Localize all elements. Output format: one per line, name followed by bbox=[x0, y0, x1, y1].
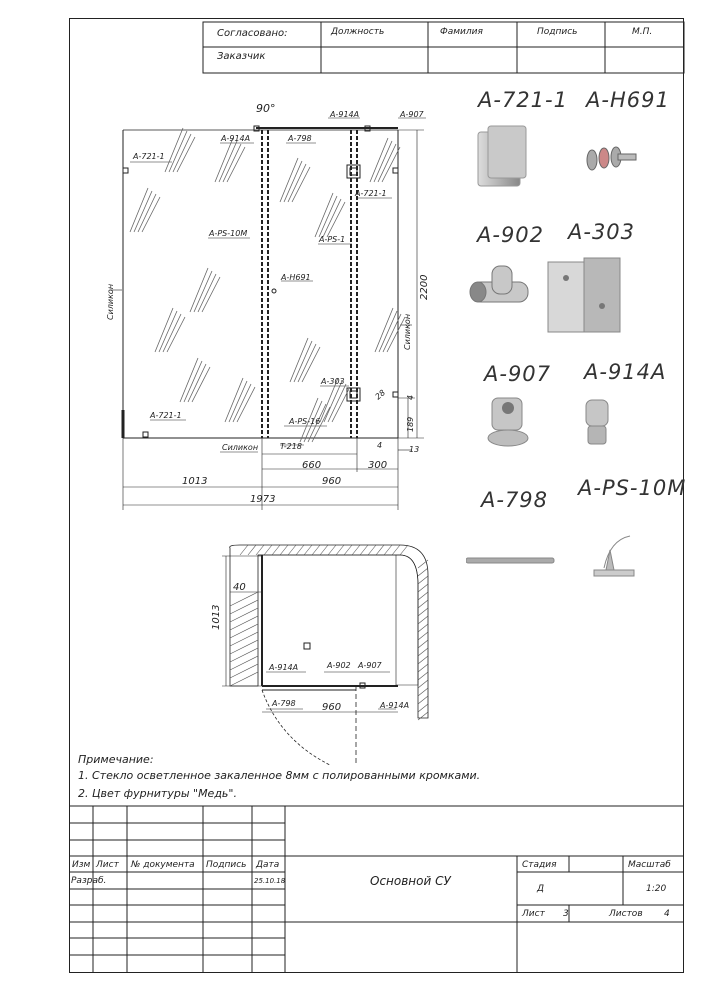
wall-hatch-stroke bbox=[230, 648, 258, 662]
plan-label-a798: A-798 bbox=[272, 699, 296, 708]
glass-hatch-stroke bbox=[192, 367, 210, 402]
component-code-a798: A-798 bbox=[481, 488, 549, 512]
tb-header-rev: Изм bbox=[72, 860, 91, 870]
wall-hatch-stroke bbox=[248, 545, 256, 555]
tb-drawing-name: Основной СУ bbox=[370, 874, 451, 888]
wall-hatch-stroke bbox=[384, 545, 392, 555]
wall-hatch-stroke bbox=[418, 568, 428, 576]
component-code-a303: A-303 bbox=[568, 220, 636, 244]
glass-hatch-stroke bbox=[374, 141, 392, 182]
dim-1013: 1013 bbox=[182, 476, 208, 487]
wall-hatch-stroke bbox=[418, 592, 428, 600]
label-a914a-1: A-914A bbox=[221, 134, 251, 143]
rod-icon bbox=[466, 556, 556, 566]
hinge-icon bbox=[546, 256, 622, 338]
glass-hatch-stroke bbox=[198, 274, 216, 312]
glass-hatch-stroke bbox=[298, 344, 316, 382]
wall-hatch-stroke bbox=[230, 632, 258, 646]
component-code-a902: A-902 bbox=[477, 223, 545, 247]
label-silicone-2: Силикон bbox=[106, 283, 115, 320]
label-a303: A-303 bbox=[321, 377, 345, 386]
plan-dim-40: 40 bbox=[233, 582, 246, 593]
plan-label-a914a-2: A-914A bbox=[380, 701, 410, 710]
wall-hatch-stroke bbox=[392, 545, 400, 555]
wall-hatch-stroke bbox=[264, 545, 272, 555]
glass-hatch-stroke bbox=[332, 387, 350, 422]
glass-hatch-stroke bbox=[167, 317, 185, 352]
t-connector-icon bbox=[466, 262, 536, 317]
wall-hatch-stroke bbox=[344, 545, 352, 555]
glass-hatch-stroke bbox=[202, 277, 220, 312]
dim-960: 960 bbox=[322, 476, 342, 487]
wall-hatch-stroke bbox=[368, 545, 376, 555]
component-code-a907: A-907 bbox=[484, 362, 552, 386]
tb-sheet-label: Лист bbox=[522, 909, 545, 919]
glass-hatch-stroke bbox=[194, 271, 212, 312]
plan-label-a907: A-907 bbox=[358, 661, 382, 670]
customer-label: Заказчик bbox=[217, 51, 266, 62]
wall-hatch-stroke bbox=[418, 656, 428, 664]
glass-hatch-stroke bbox=[382, 147, 400, 182]
wall-hatch-stroke bbox=[418, 624, 428, 632]
glass-hatch-stroke bbox=[324, 381, 342, 422]
wall-hatch-stroke bbox=[272, 545, 280, 555]
glass-hatch-stroke bbox=[302, 347, 320, 382]
label-a721-2: A-721-1 bbox=[150, 411, 182, 420]
note-line-1: 1. Стекло осветленное закаленное 8мм с полированными кромками. bbox=[78, 769, 481, 782]
wall-hatch-stroke bbox=[296, 545, 304, 555]
label-a721-1: A-721-1 bbox=[133, 152, 165, 161]
label-a907: A-907 bbox=[400, 110, 424, 119]
tb-stage: Д bbox=[537, 884, 545, 894]
tb-header-doc: № документа bbox=[131, 860, 195, 870]
label-silicone-1: Силикон bbox=[222, 443, 259, 452]
seal-profile-icon bbox=[586, 530, 642, 586]
glass-hatch-stroke bbox=[378, 144, 396, 182]
wall-hatch-stroke bbox=[352, 545, 360, 555]
wall-hatch-stroke bbox=[418, 600, 428, 608]
label-aps16: A-PS-16 bbox=[289, 417, 321, 426]
glass-hatch-stroke bbox=[142, 197, 160, 232]
col-signature: Подпись bbox=[537, 27, 578, 37]
glass-hatch-stroke bbox=[173, 134, 191, 172]
wall-flange-icon bbox=[484, 392, 532, 452]
wall-hatch-stroke bbox=[418, 648, 428, 656]
label-aps10m: A-PS-10M bbox=[209, 229, 248, 238]
wall-hatch-stroke bbox=[418, 704, 428, 712]
plan-dim-1013: 1013 bbox=[211, 604, 222, 630]
wall-hatch-stroke bbox=[240, 545, 248, 555]
wall-hatch-stroke bbox=[418, 616, 428, 624]
wall-hatch-stroke bbox=[360, 545, 368, 555]
wall-hatch-stroke bbox=[230, 664, 258, 678]
rod-holder-icon bbox=[580, 396, 616, 448]
glass-hatch-stroke bbox=[327, 202, 345, 237]
dim-2200: 2200 bbox=[419, 274, 430, 300]
tb-header-sheet: Лист bbox=[96, 860, 119, 870]
col-position: Должность bbox=[331, 27, 385, 37]
point-holder-icon bbox=[582, 140, 642, 180]
wall-hatch-stroke bbox=[320, 545, 328, 555]
glass-hatch-stroke bbox=[163, 314, 181, 352]
wall-hatch-stroke bbox=[230, 640, 258, 654]
tb-sheet: 3 bbox=[563, 909, 569, 919]
tb-sheets-label: Листов bbox=[609, 909, 643, 919]
glass-hatch-stroke bbox=[159, 311, 177, 352]
wall-hatch-stroke bbox=[418, 608, 428, 616]
glass-hatch-stroke bbox=[184, 361, 202, 402]
wall-hatch-stroke bbox=[256, 545, 264, 555]
notes-title: Примечание: bbox=[78, 753, 154, 766]
col-stamp: М.П. bbox=[632, 27, 653, 37]
wall-hatch-stroke bbox=[230, 616, 258, 630]
wall-hatch-stroke bbox=[336, 545, 344, 555]
tb-header-sign: Подпись bbox=[206, 860, 247, 870]
wall-hatch-stroke bbox=[418, 664, 428, 672]
glass-hatch-stroke bbox=[328, 384, 346, 422]
wall-hatch-stroke bbox=[418, 576, 428, 584]
wall-hatch-stroke bbox=[418, 688, 428, 696]
tb-scale-label: Масштаб bbox=[628, 860, 671, 870]
glass-hatch-stroke bbox=[237, 387, 255, 422]
component-code-aps10m: A-PS-10M bbox=[578, 476, 687, 500]
label-aps1: A-PS-1 bbox=[319, 235, 346, 244]
wall-hatching bbox=[230, 545, 428, 720]
angle-label: 90° bbox=[256, 102, 276, 115]
dim-1973: 1973 bbox=[250, 494, 276, 505]
wall-hatch-stroke bbox=[418, 680, 428, 688]
label-a721-3: A-721-1 bbox=[355, 189, 387, 198]
plan-label-a914a: A-914A bbox=[269, 663, 299, 672]
dim-300: 300 bbox=[368, 460, 388, 471]
label-t218: T-218 bbox=[280, 442, 302, 451]
label-silicone-3: Силикон bbox=[403, 313, 412, 350]
wall-hatch-stroke bbox=[418, 640, 428, 648]
wall-hatch-stroke bbox=[328, 545, 336, 555]
dim-28: 28 bbox=[373, 388, 388, 402]
wall-hatch-stroke bbox=[230, 600, 258, 614]
glass-hatch-stroke bbox=[323, 199, 341, 237]
glass-hatch-stroke bbox=[319, 196, 337, 237]
label-a798: A-798 bbox=[288, 134, 312, 143]
glass-hatch-stroke bbox=[294, 341, 312, 382]
wall-hatch-stroke bbox=[418, 696, 428, 704]
wall-hatch-stroke bbox=[418, 584, 428, 592]
plan-dim-960: 960 bbox=[322, 702, 342, 713]
dim-189: 189 bbox=[406, 416, 415, 432]
label-ah691: A-H691 bbox=[281, 273, 311, 282]
glass-hatch-stroke bbox=[379, 311, 397, 352]
front-elevation bbox=[110, 118, 426, 510]
glass-hatch-stroke bbox=[284, 161, 302, 202]
glass-hatch-stroke bbox=[223, 144, 241, 182]
col-surname: Фамилия bbox=[440, 27, 483, 37]
wall-hatch-stroke bbox=[230, 592, 258, 606]
plan-view bbox=[222, 545, 428, 765]
glass-hatch-stroke bbox=[288, 164, 306, 202]
wall-hatch-stroke bbox=[280, 545, 288, 555]
glass-hatch-stroke bbox=[233, 384, 251, 422]
glass-hatch-stroke bbox=[169, 131, 187, 172]
glass-hatch-stroke bbox=[177, 137, 195, 172]
tb-scale: 1:20 bbox=[646, 884, 667, 894]
wall-hatch-stroke bbox=[304, 545, 312, 555]
wall-hatch-stroke bbox=[230, 672, 258, 686]
glass-hatch-stroke bbox=[219, 141, 237, 182]
plan-label-a902: A-902 bbox=[327, 661, 351, 670]
component-code-ah691: A-H691 bbox=[586, 88, 670, 112]
component-code-a914a: A-914A bbox=[584, 360, 667, 384]
glass-hatch-stroke bbox=[229, 381, 247, 422]
wall-hatch-stroke bbox=[230, 624, 258, 638]
glass-hatch-stroke bbox=[138, 194, 156, 232]
glass-hatch-stroke bbox=[292, 167, 310, 202]
wall-hatch-stroke bbox=[418, 712, 428, 720]
wall-hatch-stroke bbox=[288, 545, 296, 555]
tb-header-date: Дата bbox=[256, 860, 280, 870]
note-line-2: 2. Цвет фурнитуры "Медь". bbox=[78, 787, 237, 800]
component-code-a721-1: A-721-1 bbox=[478, 88, 568, 112]
wall-hatch-stroke bbox=[400, 545, 408, 555]
label-a914a-2: A-914A bbox=[330, 110, 360, 119]
dim-660: 660 bbox=[302, 460, 322, 471]
wall-hatch-stroke bbox=[418, 672, 428, 680]
glass-hatch-stroke bbox=[134, 191, 152, 232]
dim-13: 13 bbox=[409, 445, 420, 454]
tb-developer: Разраб. bbox=[71, 876, 107, 886]
dim-4a: 4 bbox=[377, 441, 383, 450]
glass-hatch-stroke bbox=[188, 364, 206, 402]
glass-clamp-icon bbox=[470, 118, 540, 198]
wall-hatch-stroke bbox=[418, 632, 428, 640]
glass-hatch-stroke bbox=[227, 147, 245, 182]
tb-date: 25.10.18 bbox=[254, 877, 286, 885]
wall-hatch-stroke bbox=[230, 656, 258, 670]
wall-hatch-stroke bbox=[230, 608, 258, 622]
wall-hatch-stroke bbox=[376, 545, 384, 555]
wall-hatch-stroke bbox=[312, 545, 320, 555]
tb-sheets: 4 bbox=[664, 909, 670, 919]
dim-4b: 4 bbox=[406, 394, 415, 400]
tb-stage-label: Стадия bbox=[522, 860, 557, 870]
agreed-label: Согласовано: bbox=[217, 28, 288, 39]
